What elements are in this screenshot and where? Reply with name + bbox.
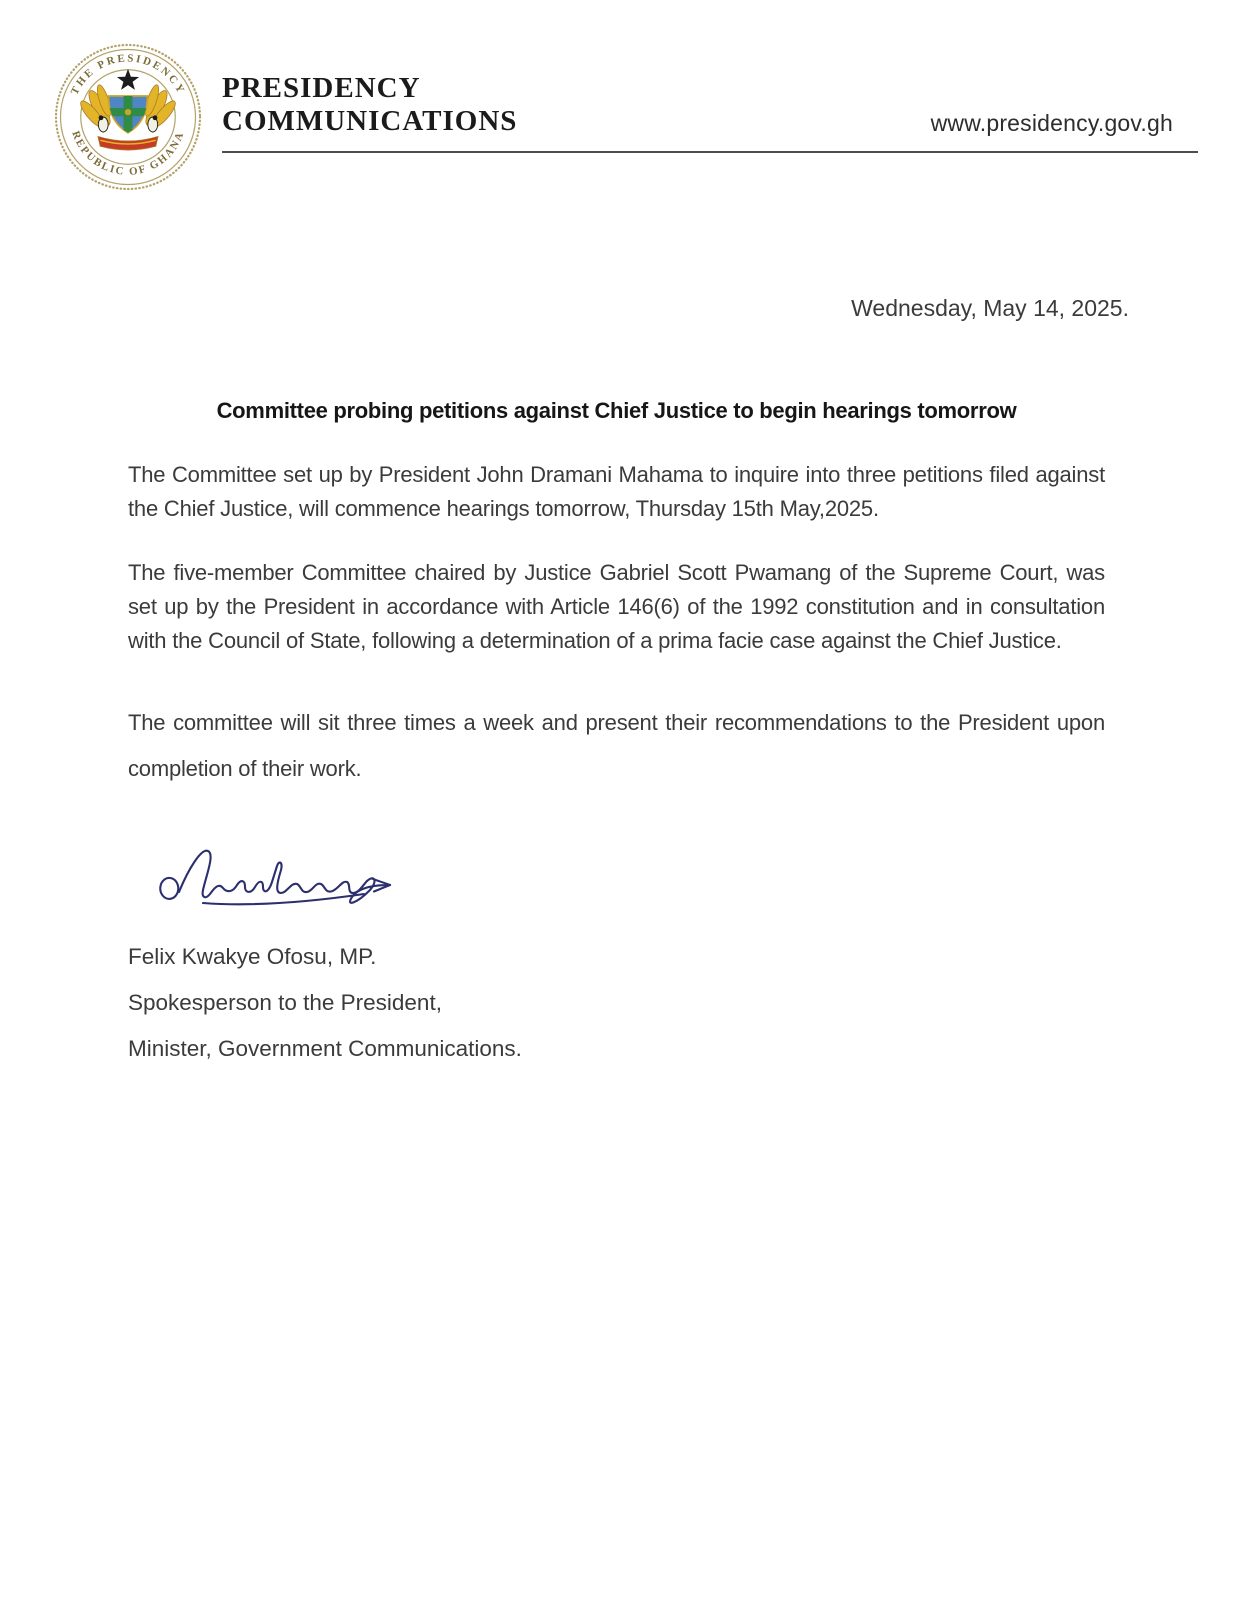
paragraph-2: The five-member Committee chaired by Justice Gabriel Scott Pwamang of the Supreme Court, was set up by the President in accordance with Article 146(6) of the 1992 constitution and in consultation with the Council of State, following a determination of a prima facie case against the Chief Justice. — [128, 560, 1105, 653]
header-divider — [222, 151, 1198, 153]
paragraph-1: The Committee set up by President John Dramani Mahama to inquire into three petitions filed against the Chief Justice, will commence hearings tomorrow, Thursday 15th May,2025. — [128, 462, 1105, 521]
coat-of-arms-icon — [77, 69, 178, 150]
signoff-block — [128, 934, 522, 1072]
seal-bottom-text: REPUBLIC OF GHANA — [69, 129, 187, 178]
org-name-line2: COMMUNICATIONS — [222, 105, 518, 137]
org-name-line1: PRESIDENCY — [222, 72, 421, 104]
signoff-role-2: Minister, Government Communications. — [128, 1036, 522, 1061]
document-title: Committee probing petitions against Chief Justice to begin hearings tomorrow — [216, 398, 1017, 423]
signoff-name: Felix Kwakye Ofosu, MP. — [128, 944, 377, 969]
signoff-role-1: Spokesperson to the President, — [128, 990, 442, 1015]
handwritten-signature — [146, 836, 398, 912]
paragraph-3: The committee will sit three times a week and present their recommendations to the President upon completion of their work. — [128, 710, 1105, 781]
black-star-icon — [117, 69, 139, 90]
presidential-seal-logo — [53, 42, 203, 192]
org-name — [222, 72, 517, 138]
date-line: Wednesday, May 14, 2025. — [851, 295, 1129, 321]
left-eagle-head-icon — [99, 115, 104, 120]
right-eagle-head-icon — [153, 115, 158, 120]
website-url[interactable]: www.presidency.gov.gh — [930, 110, 1173, 136]
seal-top-text: THE PRESIDENCY — [68, 52, 188, 97]
